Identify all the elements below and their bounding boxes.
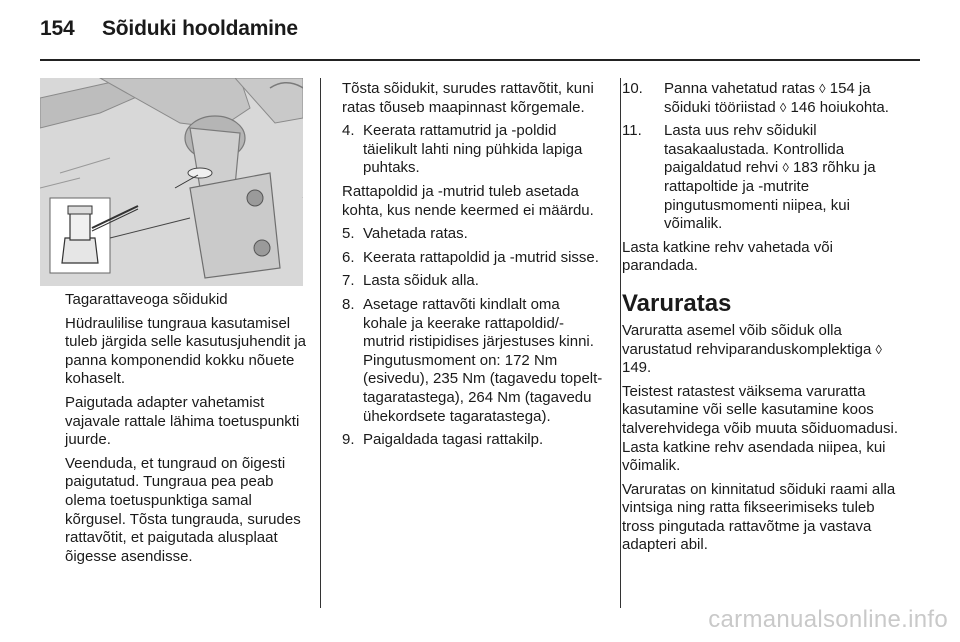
reference-arrow-icon: ◊ <box>819 81 826 96</box>
column-divider-1 <box>320 78 321 608</box>
subheading-rear-drive: Tagarattaveoga sõidukid <box>65 291 228 308</box>
page-header <box>40 17 298 41</box>
paragraph: Varuratta asemel võib sõiduk olla varustatud rehviparanduskomplektiga ◊ 149. <box>622 321 882 377</box>
column-1 <box>65 291 310 571</box>
paragraph: Teistest ratastest väiksema varuratta kasutamine või selle kasutamine koos talverehvidega võib muuta sõiduomadusi. Lasta katkine rehv asendada niipea, kui võimalik. <box>622 382 898 475</box>
reference-arrow-icon: ◊ <box>779 99 787 115</box>
column-3 <box>622 80 904 560</box>
step-4-note: Rattapoldid ja -mutrid tuleb asetada kohta, kus nende keermed ei määrdu. <box>342 182 594 219</box>
step-continuation: Tõsta sõidukit, surudes rattavõtit, kuni ratas tõuseb maapinnast kõrgemale. <box>342 80 594 116</box>
watermark: carmanualsonline.info <box>708 606 948 633</box>
step-6: 6. Keerata rattapoldid ja -mutrid sisse. <box>342 248 599 266</box>
step-4: 4. Keerata rattamutrid ja -poldid täielikult lahti ning pühkida lapiga puhtaks. <box>342 122 583 177</box>
header-rule <box>40 59 920 61</box>
step-9: 9. Paigaldada tagasi rattakilp. <box>342 431 544 449</box>
paragraph: Paigutada adapter vahetamist vajavale rattale lähima toetuspunkti juurde. <box>65 393 300 449</box>
paragraph: Veenduda, et tungraud on õigesti paigutatud. Tungraua pea peab olema toetuspunktiga samal kõrgusel. Tõsta tungrauda, surudes rattavõtit, et paigutada alusplaat õigesse asendisse. <box>65 454 301 565</box>
step-5: 5. Vahetada ratas. <box>342 225 468 243</box>
page-number: 154 <box>40 17 75 40</box>
paragraph: Lasta katkine rehv vahetada või parandada. <box>622 238 833 275</box>
column-divider-2 <box>620 78 621 608</box>
step-11: 11. Lasta uus rehv sõidukil tasakaalustada. Kontrollida paigaldatud rehvi ◊ 183 rõhku ja rattapoltide ja -mutrite pingutusmomenti niipea, kui võimalik. <box>622 122 876 233</box>
step-10: 10. Panna vahetatud ratas ◊ 154 ja sõiduki tööriistad ◊ 146 hoiukohta. <box>622 80 889 116</box>
paragraph: Hüdraulilise tungraua kasutamisel tuleb järgida selle kasutusjuhendit ja panna komponendid kokku nõuete kohaselt. <box>65 314 306 388</box>
page-title: Sõiduki hooldamine <box>102 17 298 40</box>
paragraph: Varuratas on kinnitatud sõiduki raami alla vintsiga ning ratta fikseerimiseks tuleb tross pingutada rattavõtme ja vastava adapteri abil. <box>622 480 896 554</box>
column-2 <box>342 80 604 455</box>
jack-illustration <box>40 78 303 286</box>
step-8: 8. Asetage rattavõti kindlalt oma kohale ja keerake rattapoldid/-mutrid ristipidises järjestuses kinni. Pingutusmoment on: 172 Nm (esivedu), 235 Nm (tagavedu topelt-tagaratastega), 264 Nm (tagavedu ühekordsete tagaratastega). <box>342 295 603 425</box>
reference-arrow-icon: ◊ <box>875 341 882 357</box>
reference-arrow-icon: ◊ <box>782 160 789 176</box>
section-title: Varuratas <box>622 289 732 317</box>
step-7: 7. Lasta sõiduk alla. <box>342 272 479 290</box>
